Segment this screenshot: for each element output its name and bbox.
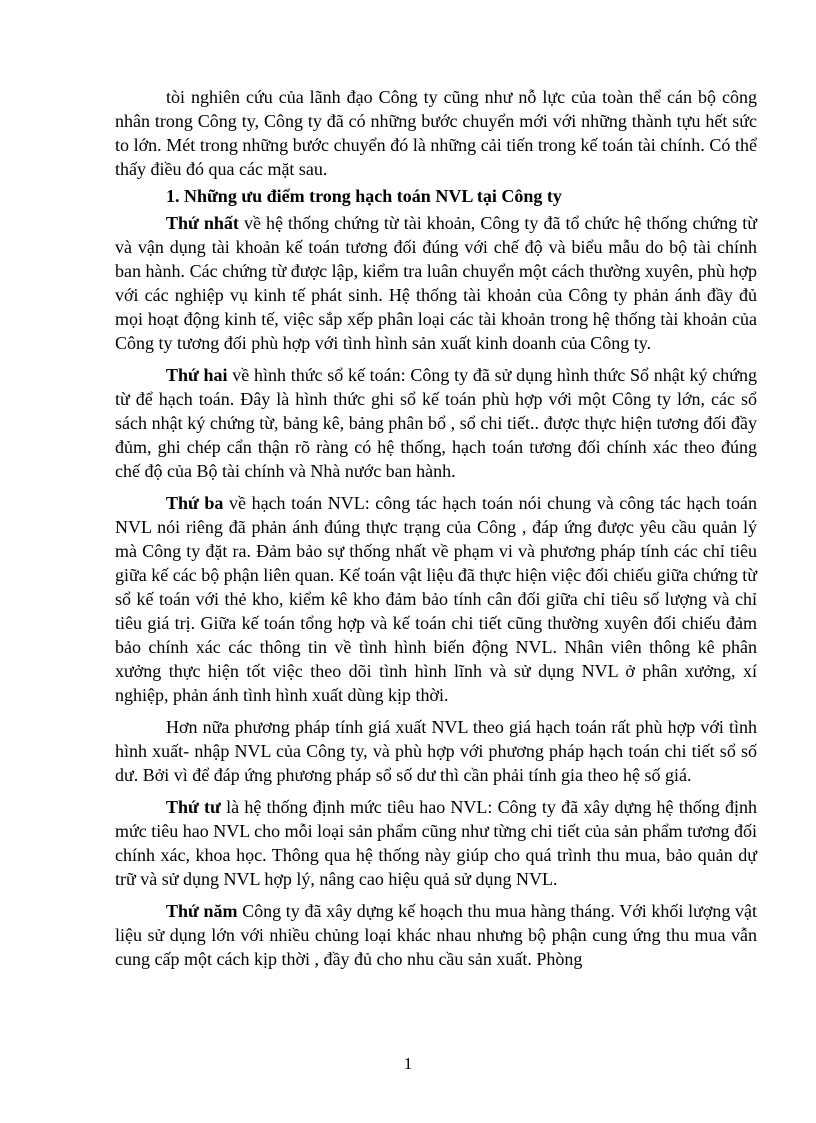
paragraph-thu-tu-text: là hệ thống định mức tiêu hao NVL: Công ty đã xây dựng hệ thống định mức tiêu hao NVL cho mỗi loại sản phẩm cũng như từng chi tiết của sản phẩm tương đối chính xác, khoa học. Thông qua hệ thống này giúp cho quá trình thu mua, bảo quản dự trữ và sử dụng NVL hợp lý, nâng cao hiệu quả sử dụng NVL. <box>115 797 757 889</box>
paragraph-hon-nua-text: Hơn nữa phương pháp tính giá xuất NVL theo giá hạch toán rất phù hợp với tình hình xuất- nhập NVL của Công ty, và phù hợp với phương pháp hạch toán chi tiết sổ số dư. Bởi vì để đáp ứng phương pháp sổ số dư thì cần phải tính gia theo hệ số giá. <box>115 717 757 785</box>
paragraph-thu-nam <box>115 899 757 971</box>
paragraph-intro <box>115 85 757 181</box>
section-heading: 1. Những ưu điểm trong hạch toán NVL tại Công ty <box>166 186 562 206</box>
page-number: 1 <box>403 1054 413 1073</box>
paragraph-intro-text: tòi nghiên cứu của lãnh đạo Công ty cũng như nỗ lực của toàn thể cán bộ công nhân trong Công ty, Công ty đã có những bước chuyển mới với những thành tựu hết sức to lớn. Mét trong những bước chuyển đó là những cải tiến trong kế toán tài chính. Có thể thấy điều đó qua các mặt sau. <box>115 87 757 179</box>
paragraph-thu-hai <box>115 363 757 483</box>
paragraph-thu-ba-text: về hạch toán NVL: công tác hạch toán nói chung và công tác hạch toán NVL nói riêng đã phản ánh đúng thực trạng của Công , đáp ứng được yêu cầu quản lý mà Công ty đặt ra. Đảm bảo sự thống nhất về phạm vi và phương pháp tính các chỉ tiêu giữa kế các bộ phận liên quan. Kế toán vật liệu đã thực hiện việc đối chiếu giữa chứng từ sổ kế toán với thẻ kho, kiểm kê kho đảm bảo tính cân đối giữa chỉ tiêu số lượng và chỉ tiêu giá trị. Giữa kế toán tổng hợp và kế toán chi tiết cũng thường xuyên đối chiếu đảm bảo chính xác các thông tin về tình hình biến động NVL. Nhân viên thông kê phân xưởng thực hiện tốt việc theo dõi tình hình lĩnh và sử dụng NVL ở phân xưởng, xí nghiệp, phản ánh tình hình xuất dùng kịp thời. <box>115 493 757 705</box>
lead-thu-nhat: Thứ nhất <box>166 213 239 233</box>
lead-thu-tu: Thứ tư <box>166 797 221 817</box>
lead-thu-hai: Thứ hai <box>166 365 228 385</box>
paragraph-thu-tu <box>115 795 757 891</box>
paragraph-hon-nua <box>115 715 757 787</box>
paragraph-thu-ba <box>115 491 757 707</box>
paragraph-thu-nam-text: Công ty đã xây dựng kế hoạch thu mua hàng tháng. Với khối lượng vật liệu sử dụng lớn với nhiều chủng loại khác nhau nhưng bộ phận cung ứng thu mua vẫn cung cấp một cách kịp thời , đầy đủ cho nhu cầu sản xuất. Phòng <box>115 901 757 969</box>
document-page <box>115 85 757 971</box>
lead-thu-ba: Thứ ba <box>166 493 224 513</box>
paragraph-thu-nhat-text: về hệ thống chứng từ tài khoản, Công ty đã tổ chức hệ thống chứng từ và vận dụng tài khoản kế toán tương đối đúng với chế độ và biểu mẫu do bộ tài chính ban hành. Các chứng từ được lập, kiểm tra luân chuyển một cách thường xuyên, phù hợp với các nghiệp vụ kinh tế phát sinh. Hệ thống tài khoản của Công ty phản ánh đầy đủ mọi hoạt động kinh tế, việc sắp xếp phân loại các tài khoản trong hệ thống tài khoản của Công ty tương đối phù hợp với tình hình sản xuất kinh doanh của Công ty. <box>115 213 758 353</box>
paragraph-thu-hai-text: về hình thức sổ kế toán: Công ty đã sử dụng hình thức Sổ nhật ký chứng từ để hạch toán. Đây là hình thức ghi sổ kế toán phù hợp với một Công ty lớn, các sổ sách nhật ký chứng từ, bảng kê, bảng phân bổ , sổ chi tiết.. được thực hiện tương đối đầy đủm, ghi chép cẩn thận rõ ràng có hệ thống, hạch toán tương đối chính xác theo đúng chế độ của Bộ tài chính và Nhà nước ban hành. <box>115 365 757 481</box>
paragraph-thu-nhat <box>115 211 757 355</box>
lead-thu-nam: Thứ năm <box>166 901 238 921</box>
